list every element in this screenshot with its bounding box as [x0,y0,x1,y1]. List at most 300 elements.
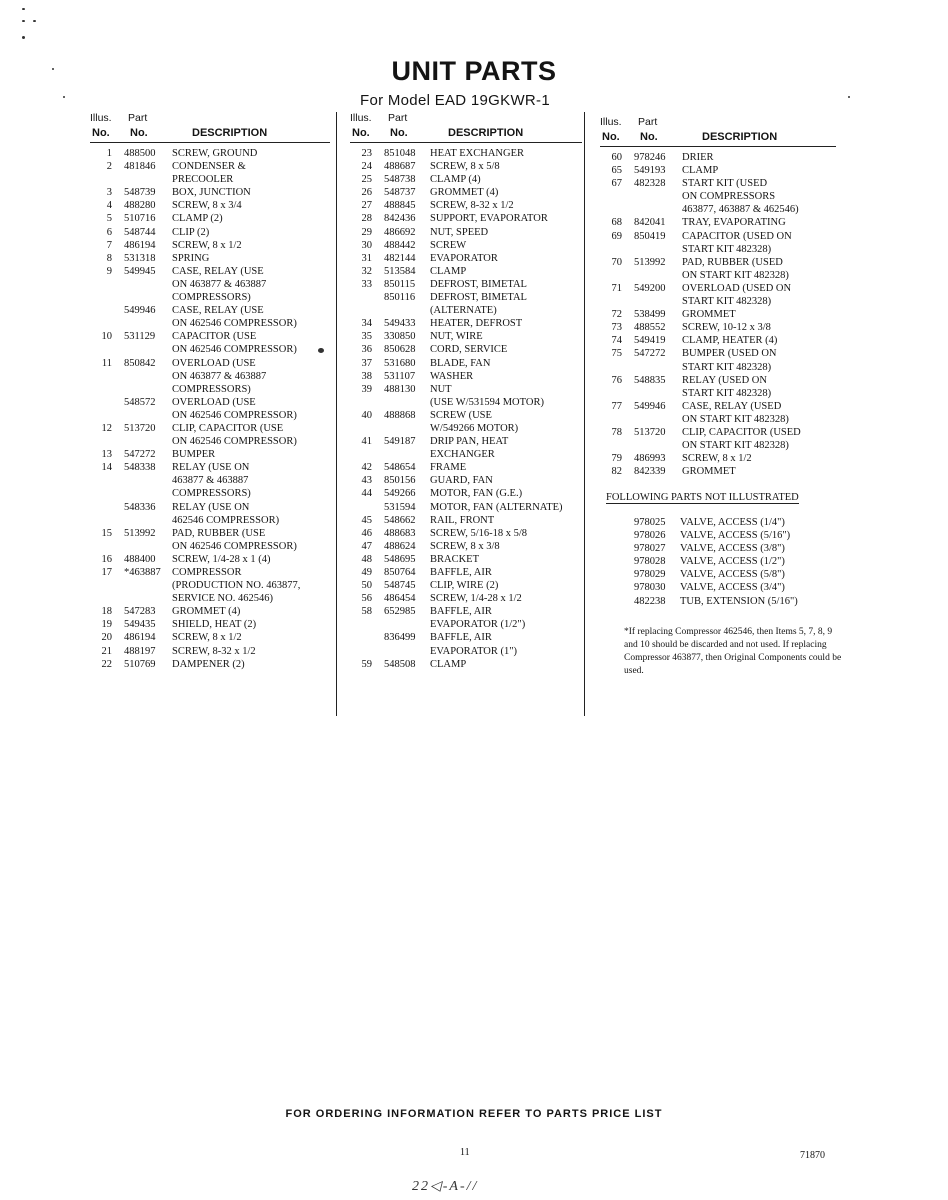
part-no: 548739 [124,187,156,199]
table-row [350,212,582,225]
part-description: PRECOOLER [172,174,234,186]
illus-no: 58 [361,606,372,618]
illus-no: 27 [361,200,372,212]
illus-no: 23 [361,148,372,159]
document-code: 71870 [800,1150,825,1161]
illus-no: 34 [361,318,372,330]
illus-no: 74 [611,335,622,347]
part-description: 463877, 463887 & 462546) [682,204,799,216]
table-row [350,501,582,514]
illus-no: 72 [611,309,622,321]
illus-no: 43 [361,475,372,487]
table-row [90,239,330,252]
table-row [90,461,330,474]
illus-no: 68 [611,217,622,229]
part-description: GROMMET (4) [430,187,499,199]
table-row [600,452,836,465]
illus-no: 5 [106,213,112,225]
header-part-no: No. [640,131,658,143]
part-no: 850419 [634,230,666,242]
table-row [600,216,836,229]
part-no: 548695 [384,553,416,565]
table-row [90,514,330,527]
table-row [350,461,582,474]
part-no: 549187 [384,436,416,448]
illus-no: 42 [361,462,372,474]
illus-no: 18 [101,606,112,618]
parts-column-3 [600,114,836,478]
illus-no: 1 [106,148,112,159]
part-description: SCREW [430,239,467,251]
handwritten-mark: 22◁-A-// [412,1179,479,1194]
part-description: EVAPORATOR [430,252,498,264]
table-row [350,618,582,631]
part-description: SCREW, 8-32 x 1/2 [430,200,514,212]
illus-no: 2 [106,161,112,173]
table-row [350,199,582,212]
table-row [90,422,330,435]
illus-no: 17 [101,567,112,578]
illus-no: 75 [611,348,622,360]
scan-speck [318,348,324,353]
part-no: 549266 [384,488,416,500]
part-description: SERVICE NO. 462546) [172,593,273,605]
table-row [90,474,330,487]
part-description: DRIER [682,152,714,163]
part-description: HEAT EXCHANGER [430,148,525,159]
part-description: W/549266 MOTOR) [430,422,519,434]
part-description: CONDENSER & [172,161,246,173]
table-row [350,409,582,422]
header-description: DESCRIPTION [448,127,524,139]
table-row [600,203,836,216]
table-row [350,383,582,396]
table-row [90,370,330,383]
part-no: 513720 [124,422,156,434]
part-no: 488687 [384,161,416,173]
table-row [90,605,330,618]
table-row [350,396,582,409]
part-no: 549945 [124,265,156,277]
illus-no: 46 [361,527,372,539]
table-row [90,618,330,631]
illus-no: 7 [106,239,112,251]
part-no: 330850 [384,331,416,343]
table-row [90,330,330,343]
table-row [350,304,582,317]
part-no: 548737 [384,187,416,199]
part-no: 531680 [384,357,416,369]
part-no: 850156 [384,475,416,487]
page-title: UNIT PARTS [391,56,557,86]
part-no: 978025 [634,517,666,528]
part-no: 850116 [384,292,416,304]
part-description: RELAY (USE ON [172,462,250,474]
table-row [90,383,330,396]
table-row [90,592,330,605]
illus-no: 32 [361,265,372,277]
part-no: 486194 [124,239,156,251]
part-no: 652985 [384,606,416,618]
part-description: CLAMP [682,165,719,177]
part-no: 547283 [124,606,156,618]
parts-column-1 [90,110,330,671]
table-row [600,374,836,387]
header-description: DESCRIPTION [702,131,778,143]
part-description: ON COMPRESSORS [682,191,776,203]
part-description: START KIT 482328) [682,387,772,399]
table-row [90,265,330,278]
column-divider [336,112,337,716]
part-description: CLAMP [430,265,467,277]
part-no: 513584 [384,265,416,277]
part-no: 978246 [634,152,666,163]
table-row [350,658,582,671]
illus-no: 24 [361,161,372,173]
part-description: GUARD, FAN [430,475,493,487]
part-description: FRAME [430,462,467,474]
table-row [90,435,330,448]
illus-no: 16 [101,553,112,565]
list-item [600,555,840,568]
part-description: CLIP, CAPACITOR (USE [172,422,284,434]
part-description: ON 463877 & 463887 [172,278,267,290]
table-row [90,317,330,330]
table-row [600,164,836,177]
table-row [350,487,582,500]
part-description: SCREW, 8 x 1/2 [172,632,242,644]
part-description: BUMPER (USED ON [682,348,777,360]
illus-no: 40 [361,409,372,421]
part-no: *463887 [124,567,161,578]
table-row [350,370,582,383]
part-description: TRAY, EVAPORATING [682,217,786,229]
part-description: VALVE, ACCESS (3/4") [680,582,785,594]
table-row [600,387,836,400]
parts-rows [350,143,582,671]
table-row [90,186,330,199]
table-row [600,269,836,282]
list-item [600,516,840,529]
table-row [350,357,582,370]
part-description: (ALTERNATE) [430,305,497,317]
part-no: 482144 [384,252,416,264]
illus-no: 67 [611,178,622,190]
part-description: ON 462546 COMPRESSOR) [172,540,297,552]
table-row [90,291,330,304]
part-description: START KIT 482328) [682,361,772,373]
part-description: BOX, JUNCTION [172,187,251,199]
part-no: 549419 [634,335,666,347]
part-no: 513992 [124,527,156,539]
illus-no: 33 [361,278,372,290]
table-row [350,645,582,658]
part-description: EVAPORATOR (1") [430,645,518,657]
table-row [350,553,582,566]
part-description: ON 463877 & 463887 [172,370,267,382]
part-description: SCREW, 8 x 3/8 [430,540,500,552]
part-description: VALVE, ACCESS (3/8") [680,543,785,555]
part-description: ON START KIT 482328) [682,440,789,452]
table-row [600,177,836,190]
part-description: 462546 COMPRESSOR) [172,514,280,526]
part-description: NUT, SPEED [430,226,489,238]
header-no: No. [602,131,620,143]
part-no: 548662 [384,514,416,526]
part-description: MOTOR, FAN (G.E.) [430,488,523,500]
part-description: VALVE, ACCESS (5/8") [680,569,785,581]
column-header [90,110,330,143]
table-row [90,304,330,317]
part-no: 548835 [634,374,666,386]
part-description: SCREW, 8 x 1/2 [172,239,242,251]
part-no: 850628 [384,344,416,356]
illus-no: 11 [101,357,112,369]
page-number: 11 [460,1147,470,1158]
part-no: 486993 [634,453,666,465]
part-description: CASE, RELAY (USE [172,265,264,277]
illus-no: 30 [361,239,372,251]
illus-no: 45 [361,514,372,526]
part-description: ON 462546 COMPRESSOR) [172,436,297,448]
table-row [350,592,582,605]
header-illus: Illus. [90,112,112,124]
part-description: (PRODUCTION NO. 463877, [172,580,301,592]
part-description: SCREW, 8 x 3/4 [172,200,242,212]
part-description: HEATER, DEFROST [430,318,523,330]
table-row [350,448,582,461]
table-row [350,422,582,435]
part-no: 549200 [634,282,666,294]
part-no: 531594 [384,501,416,513]
illus-no: 73 [611,322,622,334]
part-no: 488442 [384,239,416,251]
illus-no: 56 [361,593,372,605]
part-no: 481846 [124,161,156,173]
part-description: NUT [430,383,452,395]
part-description: COMPRESSOR [172,567,242,578]
part-description: START KIT (USED [682,178,768,190]
header-part: Part [128,112,148,124]
part-description: ON START KIT 482328) [682,413,789,425]
table-row [90,645,330,658]
part-no: 531129 [124,331,156,343]
illus-no: 36 [361,344,372,356]
illus-no: 19 [101,619,112,631]
part-no: 549946 [124,305,156,317]
part-description: GROMMET [682,309,736,321]
illus-no: 8 [106,252,112,264]
illus-no: 41 [361,436,372,448]
not-illustrated-title: FOLLOWING PARTS NOT ILLUSTRATED [606,492,799,503]
part-description: CLIP (2) [172,226,210,238]
part-no: 549435 [124,619,156,631]
part-description: OVERLOAD (USE [172,357,256,369]
table-row [350,514,582,527]
part-no: 548336 [124,501,156,513]
part-description: BAFFLE, AIR [430,632,492,644]
illus-no: 78 [611,426,622,438]
scan-speck [52,68,54,70]
scan-speck [22,8,25,10]
part-no: 842436 [384,213,416,225]
part-description: SCREW, 5/16-18 x 5/8 [430,527,528,539]
illus-no: 4 [106,200,112,212]
part-description: RELAY (USE ON [172,501,250,513]
table-row [350,173,582,186]
part-no: 488197 [124,645,156,657]
scan-speck [22,36,25,39]
parts-rows [600,147,836,478]
table-row [600,413,836,426]
part-no: 488552 [634,322,666,334]
table-row [600,400,836,413]
illus-no: 37 [361,357,372,369]
table-row [600,439,836,452]
part-no: 548744 [124,226,156,238]
illus-no: 77 [611,400,622,412]
part-no: 488868 [384,409,416,421]
table-row [350,631,582,644]
not-illustrated-list [600,516,840,608]
header-part-no: No. [390,127,408,139]
part-description: OVERLOAD (USED ON [682,282,792,294]
header-part: Part [638,116,658,128]
part-description: PAD, RUBBER (USED [682,256,783,268]
part-no: 486194 [124,632,156,644]
table-row [350,540,582,553]
part-description: GROMMET (4) [172,606,241,618]
illus-no: 10 [101,331,112,343]
part-description: BAFFLE, AIR [430,606,492,618]
illus-no: 28 [361,213,372,225]
part-no: 488500 [124,148,156,159]
part-no: 488130 [384,383,416,395]
table-row [90,527,330,540]
parts-rows [90,143,330,671]
table-row [350,474,582,487]
table-row [350,239,582,252]
part-no: 482238 [634,595,666,607]
table-row [90,199,330,212]
illus-no: 26 [361,187,372,199]
table-row [600,334,836,347]
illus-no: 49 [361,567,372,578]
part-description: CAPACITOR (USED ON [682,230,792,242]
part-no: 486692 [384,226,416,238]
part-no: 549946 [634,400,666,412]
table-row [90,173,330,186]
table-row [90,252,330,265]
part-description: CASE, RELAY (USED [682,400,782,412]
part-no: 513992 [634,256,666,268]
part-description: 463877 & 463887 [172,475,249,487]
part-description: VALVE, ACCESS (1/2") [680,556,785,568]
illus-no: 48 [361,553,372,565]
table-row [600,151,836,164]
table-row [90,448,330,461]
part-description: NUT, WIRE [430,331,483,343]
scan-speck [63,96,65,98]
part-no: 836499 [384,632,416,644]
table-row [600,426,836,439]
table-row [90,658,330,671]
header-part-no: No. [130,127,148,139]
part-no: 978029 [634,569,666,581]
part-no: 488624 [384,540,416,552]
table-row [90,160,330,173]
column-header [600,114,836,147]
illus-no: 47 [361,540,372,552]
table-row [90,212,330,225]
table-row [90,579,330,592]
table-row [600,308,836,321]
illus-no: 31 [361,252,372,264]
table-row [350,435,582,448]
part-description: COMPRESSORS) [172,292,251,304]
list-item [600,542,840,555]
illus-no: 69 [611,230,622,242]
table-row [90,357,330,370]
part-no: 531107 [384,370,416,382]
illus-no: 20 [101,632,112,644]
part-no: 538499 [634,309,666,321]
part-no: 510716 [124,213,156,225]
table-row [350,252,582,265]
illus-no: 76 [611,374,622,386]
part-no: 488845 [384,200,416,212]
part-no: 488400 [124,553,156,565]
part-description: MOTOR, FAN (ALTERNATE) [430,501,563,513]
illus-no: 6 [106,226,112,238]
illus-no: 3 [106,187,112,199]
part-description: CORD, SERVICE [430,344,508,356]
ordering-footer: FOR ORDERING INFORMATION REFER TO PARTS PRICE LIST [285,1108,663,1120]
part-no: 549433 [384,318,416,330]
illus-no: 60 [611,152,622,163]
parts-column-2 [350,110,582,671]
header-illus: Illus. [600,116,622,128]
part-no: 547272 [634,348,666,360]
part-description: CLAMP (4) [430,174,481,186]
part-no: 842041 [634,217,666,229]
part-description: SCREW, 8 x 5/8 [430,161,500,173]
part-description: BLADE, FAN [430,357,491,369]
table-row [600,282,836,295]
illus-no: 9 [106,265,112,277]
part-description: COMPRESSORS) [172,488,251,500]
part-description: GROMMET [682,466,736,478]
part-no: 510769 [124,658,156,670]
part-description: RAIL, FRONT [430,514,495,526]
illus-no: 25 [361,174,372,186]
part-description: ON START KIT 482328) [682,269,789,281]
part-description: WASHER [430,370,474,382]
header-no: No. [352,127,370,139]
table-row [350,278,582,291]
part-description: SCREW, 1/4-28 x 1 (4) [172,553,271,565]
part-description: CAPACITOR (USE [172,331,257,343]
part-description: SCREW, 1/4-28 x 1/2 [430,593,522,605]
table-row [350,186,582,199]
part-description: PAD, RUBBER (USE [172,527,266,539]
table-row [90,631,330,644]
table-row [600,347,836,360]
part-description: SCREW, 8 x 1/2 [682,453,752,465]
part-no: 850764 [384,567,416,578]
table-row [600,295,836,308]
part-no: 513720 [634,426,666,438]
